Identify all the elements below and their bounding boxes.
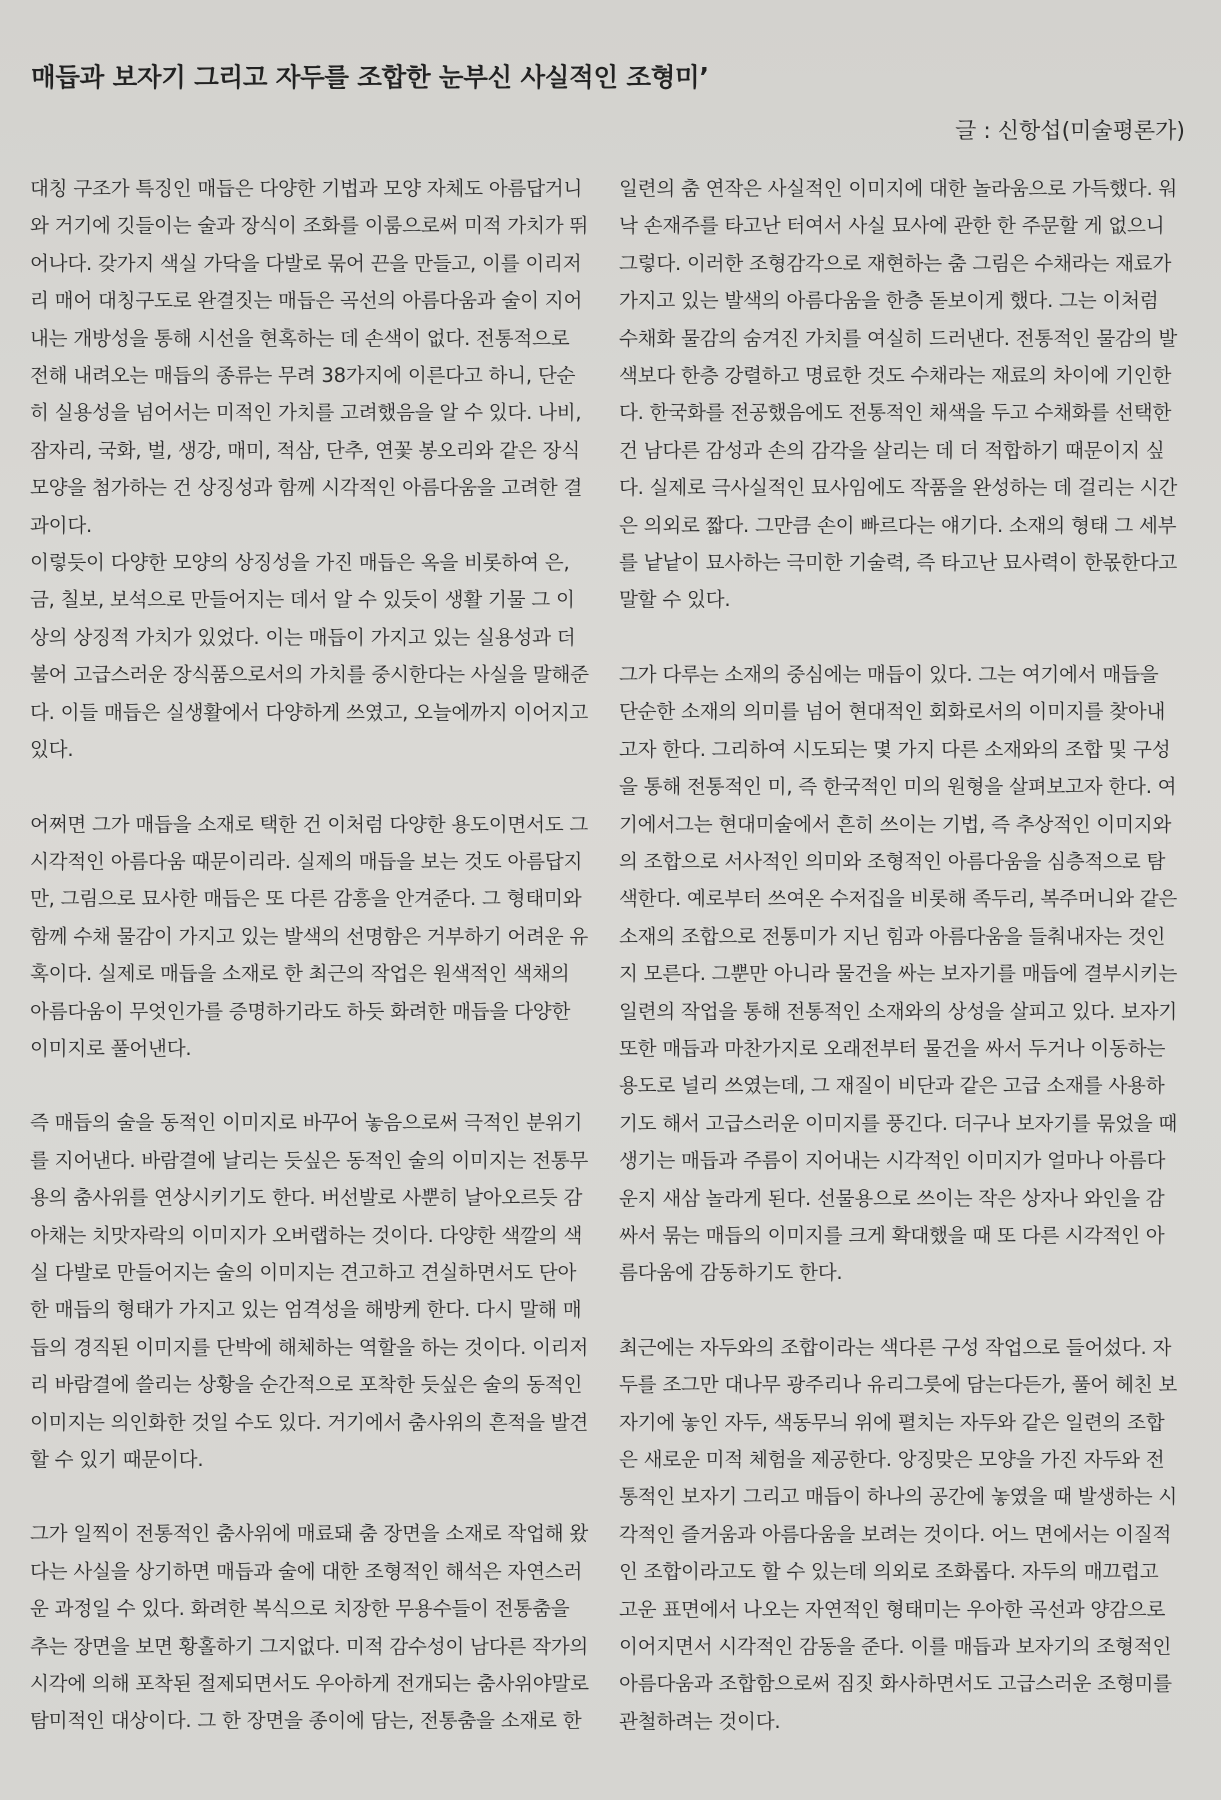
paragraph: 즉 매듭의 술을 동적인 이미지로 바꾸어 놓음으로써 극적인 분위기를 지어낸다. 바람결에 날리는 듯싶은 동적인 술의 이미지는 전통무용의 춤사위를 연상시키기도 한다. 버선발로 사뿐히 날아오르듯 감아채는 치맛자락의 이미지가 오버랩하는 것이다. 다양한 색깔의 색실 다발로 만들어지는 술의 이미지는 견고하고 견실하면서도 단아한 매듭의 형태가 가지고 있는 엄격성을 해방케 한다. 다시 말해 매듭의 경직된 이미지를 단박에 해체하는 역할을 하는 것이다. 이리저리 바람결에 쓸리는 상황을 순간적으로 포착한 듯싶은 술의 동적인 이미지는 의인화한 것일 수도 있다. 거기에서 춤사위의 흔적을 발견할 수 있기 때문이다. bbox=[30, 1111, 589, 1471]
paragraph: 이렇듯이 다양한 모양의 상징성을 가진 매듭은 옥을 비롯하여 은, 금, 칠보, 보석으로 만들어지는 데서 알 수 있듯이 생활 기물 그 이상의 상징적 가치가 있었다. 이는 매듭이 가지고 있는 실용성과 더불어 고급스러운 장식품으로서의 가치를 중시한다는 사실을 말해준다. 이들 매듭은 실생활에서 다양하게 쓰였고, 오늘에까지 이어지고 있다. bbox=[30, 551, 589, 762]
paragraph: 대칭 구조가 특징인 매듭은 다양한 기법과 모양 자체도 아름답거니와 거기에 깃들이는 술과 장식이 조화를 이룸으로써 미적 가치가 뛰어나다. 갖가지 색실 가닥을 다발로 묶어 끈을 만들고, 이를 이리저리 매어 대칭구도로 완결짓는 매듭은 곡선의 아름다움과 술이 지어내는 개방성을 통해 시선을 현혹하는 데 손색이 없다. 전통적으로 전해 내려오는 매듭의 종류는 무려 38가지에 이른다고 하니, 단순히 실용성을 넘어서는 미적인 가치를 고려했음을 알 수 있다. 나비, 잠자리, 국화, 벌, 생강, 매미, 적삼, 단추, 연꽃 봉오리와 같은 장식 모양을 첨가하는 건 상징성과 함께 시각적인 아름다움을 고려한 결과이다. bbox=[30, 177, 589, 537]
author-credit: 글 : 신항섭(미술평론가) bbox=[955, 119, 1185, 144]
left-column bbox=[30, 170, 590, 1740]
article-title: 매듭과 보자기 그리고 자두를 조합한 눈부신 사실적인 조형미’ bbox=[31, 63, 709, 93]
paragraph: 어쩌면 그가 매듭을 소재로 택한 건 이처럼 다양한 용도이면서도 그 시각적인 아름다움 때문이리라. 실제의 매듭을 보는 것도 아름답지만, 그림으로 묘사한 매듭은 또 다른 감흥을 안겨준다. 그 형태미와 함께 수채 물감이 가지고 있는 발색의 선명함은 거부하기 어려운 유혹이다. 실제로 매듭을 소재로 한 최근의 작업은 원색적인 색채의 아름다움이 무엇인가를 증명하기라도 하듯 화려한 매듭을 다양한 이미지로 풀어낸다. bbox=[30, 812, 589, 1060]
paragraph: 최근에는 자두와의 조합이라는 색다른 구성 작업으로 들어섰다. 자두를 조그만 대나무 광주리나 유리그릇에 담는다든가, 풀어 헤친 보자기에 놓인 자두, 색동무늬 위에 펼치는 자두와 같은 일련의 조합은 새로운 미적 체험을 제공한다. 앙징맞은 모양을 가진 자두와 전통적인 보자기 그리고 매듭이 하나의 공간에 놓였을 때 발생하는 시각적인 즐거움과 아름다움을 보려는 것이다. 어느 면에서는 이질적인 조합이라고도 할 수 있는데 의외로 조화롭다. 자두의 매끄럽고 고운 표면에서 나오는 자연적인 형태미는 우아한 곡선과 양감으로 이어지면서 시각적인 감동을 준다. 이를 매듭과 보자기의 조형적인 아름다움과 조합함으로써 짐짓 화사하면서도 고급스러운 조형미를 관철하려는 것이다. bbox=[619, 1335, 1178, 1733]
paragraph: 그가 다루는 소재의 중심에는 매듭이 있다. 그는 여기에서 매듭을 단순한 소재의 의미를 넘어 현대적인 회화로서의 이미지를 찾아내고자 한다. 그리하여 시도되는 몇 가지 다른 소재와의 조합 및 구성을 통해 전통적인 미, 즉 한국적인 미의 원형을 살펴보고자 한다. 여기에서그는 현대미술에서 흔히 쓰이는 기법, 즉 추상적인 이미지와의 조합으로 서사적인 의미와 조형적인 아름다움을 심층적으로 탐색한다. 예로부터 쓰여온 수저집을 비롯해 족두리, 복주머니와 같은 소재의 조합으로 전통미가 지닌 힘과 아름다움을 들춰내자는 것인지 모른다. 그뿐만 아니라 물건을 싸는 보자기를 매듭에 결부시키는 일련의 작업을 통해 전통적인 소재와의 상성을 살피고 있다. 보자기 또한 매듭과 마찬가지로 오래전부터 물건을 싸서 두거나 이동하는 용도로 널리 쓰였는데, 그 재질이 비단과 같은 고급 소재를 사용하기도 해서 고급스러운 이미지를 풍긴다. 더구나 보자기를 묶었을 때 생기는 매듭과 주름이 지어내는 시각적인 이미지가 얼마나 아름다운지 새삼 놀라게 된다. 선물용으로 쓰이는 작은 상자나 와인을 감싸서 묶는 매듭의 이미지를 크게 확대했을 때 또 다른 시각적인 아름다움에 감동하기도 한다. bbox=[619, 662, 1178, 1285]
paragraph: 일련의 춤 연작은 사실적인 이미지에 대한 놀라움으로 가득했다. 워낙 손재주를 타고난 터여서 사실 묘사에 관한 한 주문할 게 없으니 그렇다. 이러한 조형감각으로 재현하는 춤 그림은 수채라는 재료가 가지고 있는 발색의 아름다움을 한층 돋보이게 했다. 그는 이처럼 수채화 물감의 숨겨진 가치를 여실히 드러낸다. 전통적인 물감의 발색보다 한층 강렬하고 명료한 것도 수채라는 재료의 차이에 기인한다. 한국화를 전공했음에도 전통적인 채색을 두고 수채화를 선택한 건 남다른 감성과 손의 감각을 살리는 데 더 적합하기 때문이지 싶다. 실제로 극사실적인 묘사임에도 작품을 완성하는 데 걸리는 시간은 의외로 짧다. 그만큼 손이 빠르다는 얘기다. 소재의 형태 그 세부를 낱낱이 묘사하는 극미한 기술력, 즉 타고난 묘사력이 한몫한다고 말할 수 있다. bbox=[619, 177, 1178, 612]
right-column bbox=[619, 170, 1179, 1740]
paragraph: 그가 일찍이 전통적인 춤사위에 매료돼 춤 장면을 소재로 작업해 왔다는 사실을 상기하면 매듭과 술에 대한 조형적인 해석은 자연스러운 과정일 수 있다. 화려한 복식으로 치장한 무용수들이 전통춤을 추는 장면을 보면 황홀하기 그지없다. 미적 감수성이 남다른 작가의 시각에 의해 포착된 절제되면서도 우아하게 전개되는 춤사위야말로 탐미적인 대상이다. 그 한 장면을 종이에 담는, 전통춤을 소재로 한 bbox=[30, 1522, 589, 1733]
